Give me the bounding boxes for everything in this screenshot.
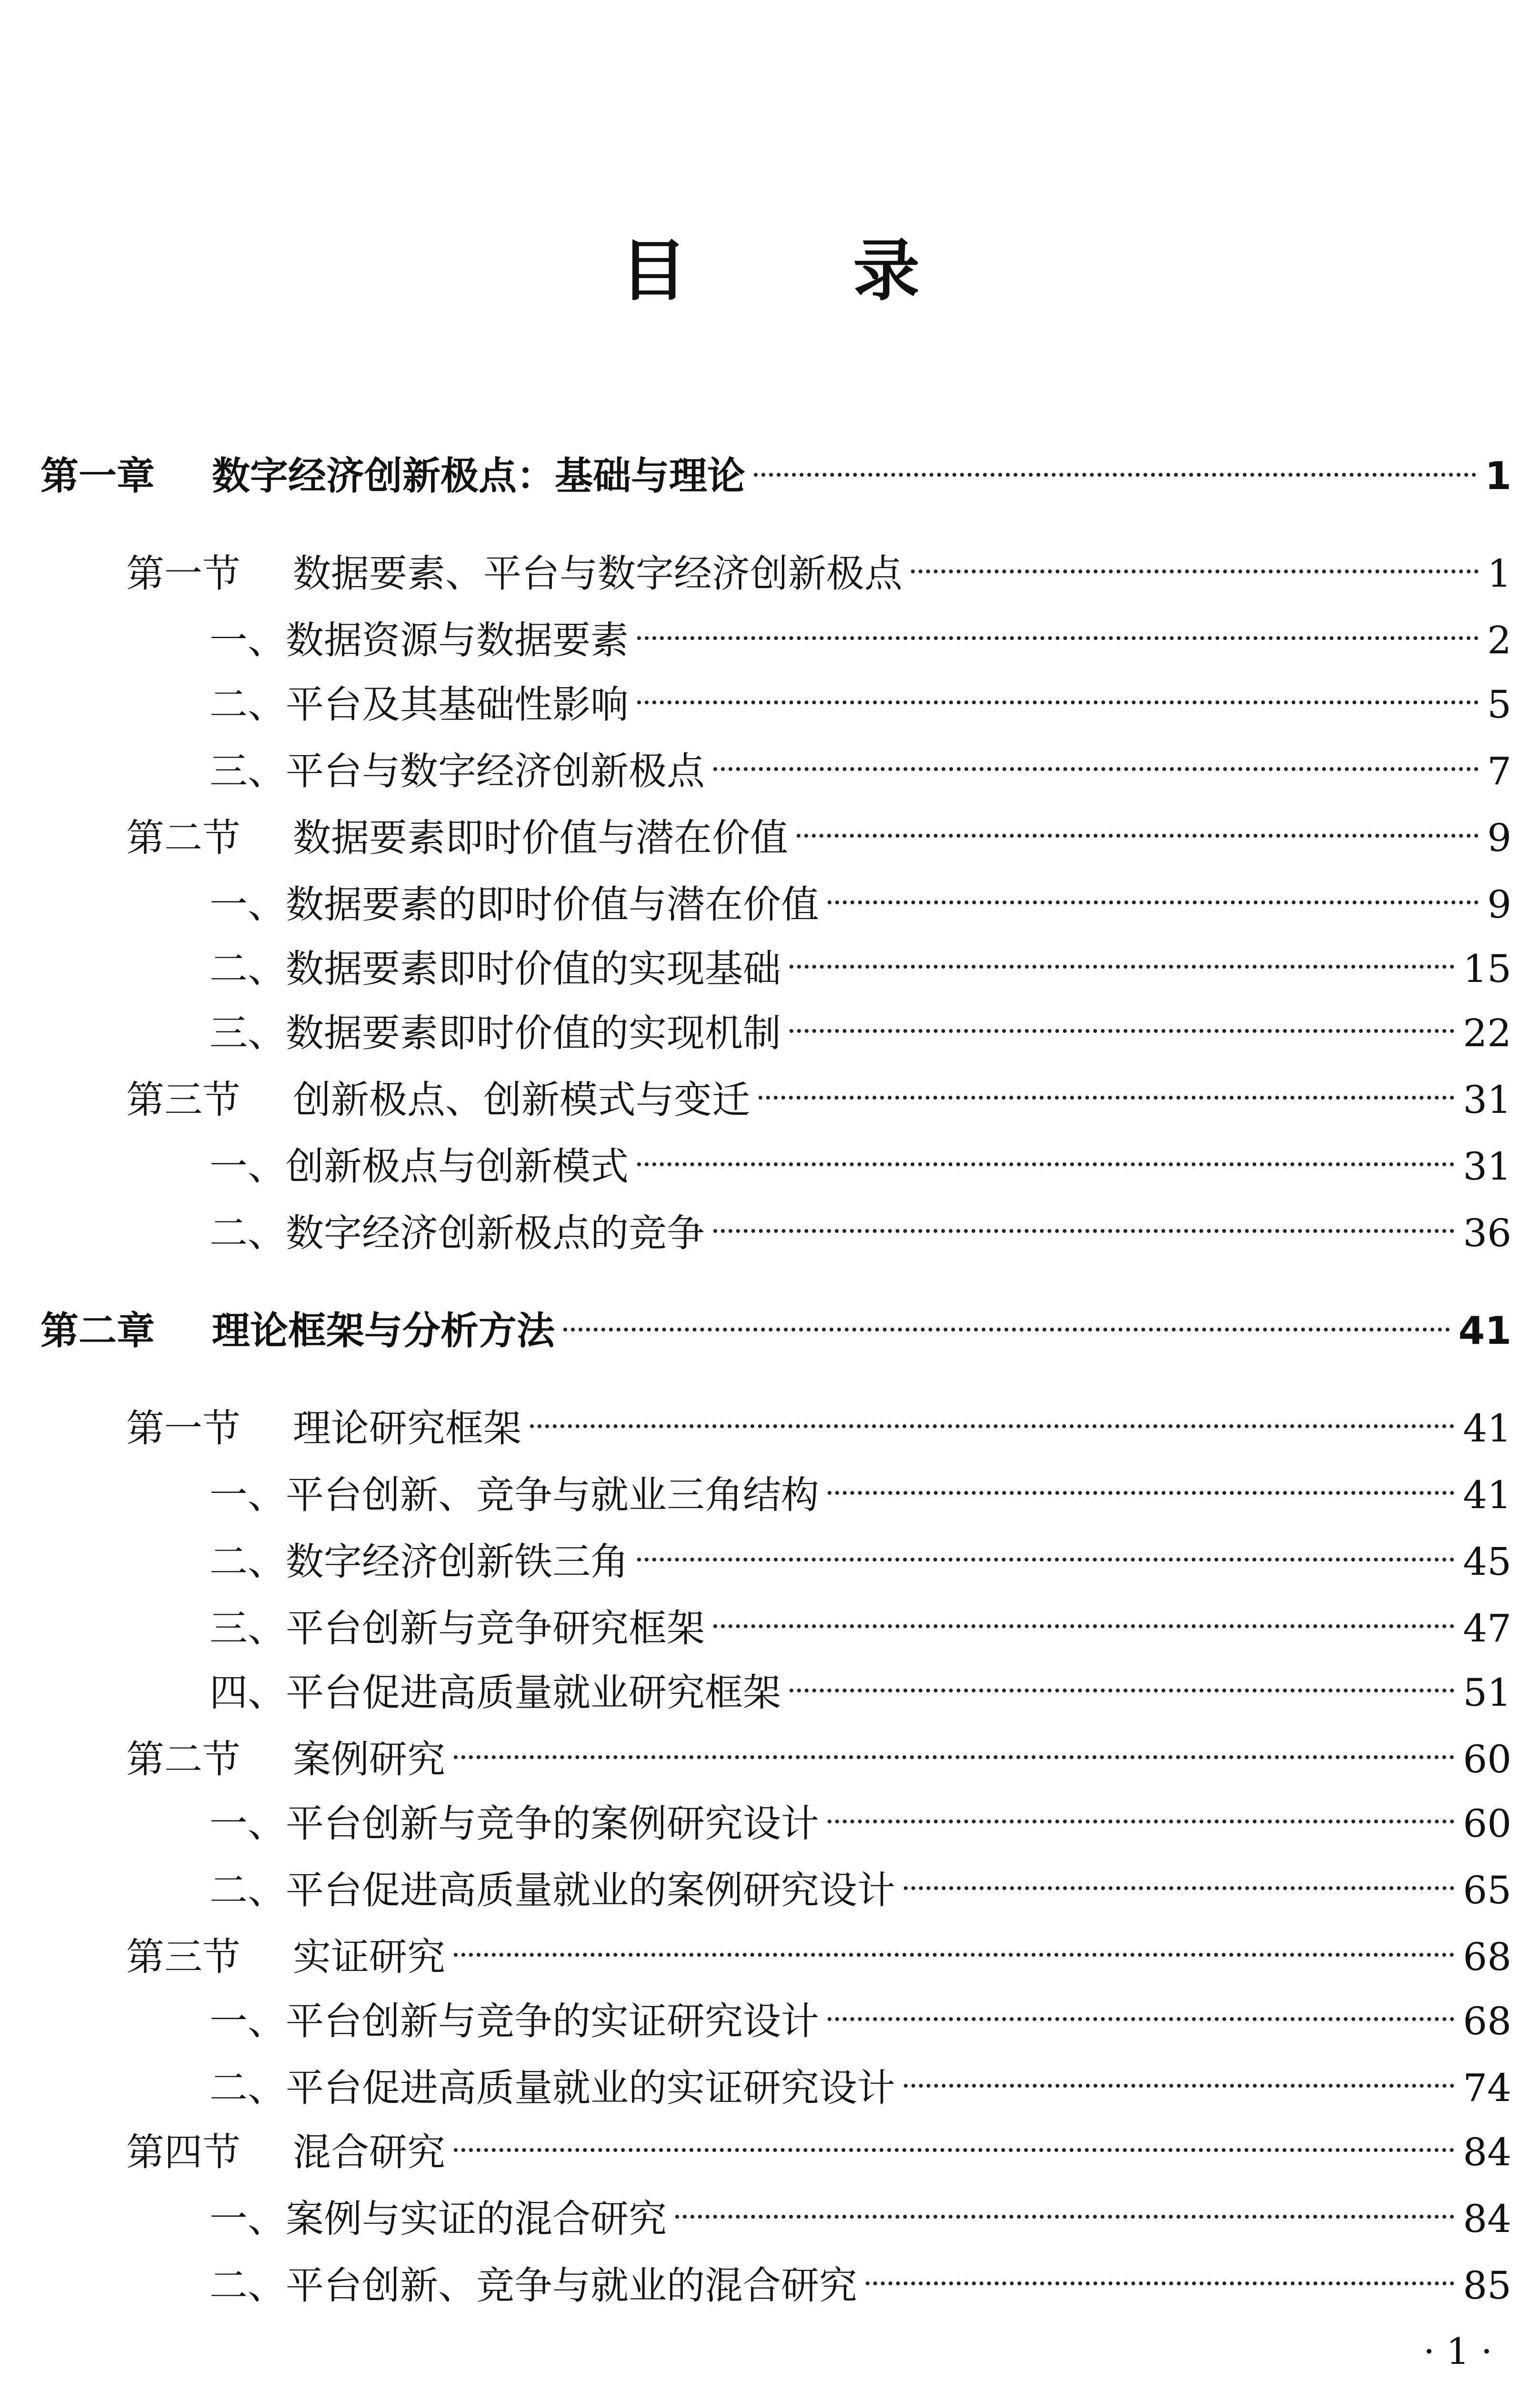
dot-leader — [675, 2215, 1454, 2219]
entry-number: 第四节 — [126, 2130, 240, 2174]
toc-subsection-entry[interactable] — [210, 679, 1511, 731]
entry-title: 理论研究框架 — [293, 1406, 521, 1451]
entry-title: 一、平台创新与竞争的实证研究设计 — [210, 1999, 819, 2043]
entry-title: 二、平台促进高质量就业的实证研究设计 — [210, 2066, 895, 2110]
toc-subsection-entry[interactable] — [210, 879, 1511, 931]
entry-number: 第三节 — [126, 1078, 240, 1122]
toc-subsection-entry[interactable] — [210, 1995, 1511, 2048]
dot-leader — [530, 1424, 1454, 1428]
toc-subsection-entry[interactable] — [210, 1667, 1511, 1719]
entry-page-number: 15 — [1463, 947, 1511, 991]
dot-leader — [713, 767, 1479, 771]
dot-leader — [790, 965, 1454, 969]
entry-title: 理论框架与分析方法 — [212, 1309, 555, 1353]
entry-page-number: 60 — [1463, 1801, 1511, 1846]
entry-title: 一、数据资源与数据要素 — [210, 618, 629, 662]
entry-page-number: 9 — [1487, 816, 1511, 860]
toc-section-entry[interactable] — [126, 1402, 1511, 1455]
dot-leader — [454, 1755, 1454, 1759]
dot-leader — [637, 1558, 1454, 1561]
entry-page-number: 41 — [1458, 1309, 1511, 1353]
entry-title: 一、创新极点与创新模式 — [210, 1144, 629, 1189]
toc-subsection-entry[interactable] — [210, 1207, 1511, 1260]
entry-title: 数据要素、平台与数字经济创新极点 — [293, 551, 902, 596]
entry-title: 二、数字经济创新极点的竞争 — [210, 1211, 705, 1255]
dot-leader — [828, 1491, 1454, 1495]
entry-page-number: 65 — [1463, 1868, 1511, 1912]
toc-subsection-entry[interactable] — [210, 1798, 1511, 1850]
entry-title: 四、平台促进高质量就业研究框架 — [210, 1671, 781, 1715]
toc-subsection-entry[interactable] — [210, 1140, 1511, 1193]
dot-leader — [754, 473, 1476, 477]
dot-leader — [911, 570, 1479, 573]
entry-title: 一、平台创新、竞争与就业三角结构 — [210, 1473, 819, 1517]
toc-subsection-entry[interactable] — [210, 1536, 1511, 1588]
entry-title: 三、平台与数字经济创新极点 — [210, 749, 705, 793]
dot-leader — [828, 2017, 1454, 2021]
toc-subsection-entry[interactable] — [210, 1602, 1511, 1655]
entry-page-number: 45 — [1463, 1540, 1511, 1584]
entry-page-number: 47 — [1463, 1606, 1511, 1651]
entry-page-number: 84 — [1463, 2130, 1511, 2174]
entry-title: 实证研究 — [293, 1935, 445, 1979]
dot-leader — [866, 2281, 1454, 2285]
toc-subsection-entry[interactable] — [210, 1007, 1511, 1060]
entry-page-number: 41 — [1463, 1406, 1511, 1451]
toc-subsection-entry[interactable] — [210, 1469, 1511, 1521]
entry-number: 第一节 — [126, 1406, 240, 1451]
entry-number: 第二节 — [126, 1737, 240, 1781]
entry-number: 第三节 — [126, 1935, 240, 1979]
toc-section-entry[interactable] — [126, 1074, 1511, 1126]
dot-leader — [563, 1328, 1450, 1331]
entry-page-number: 60 — [1463, 1737, 1511, 1781]
page-title: 目 录 — [620, 232, 991, 310]
dot-leader — [454, 1953, 1454, 1957]
entry-page-number: 31 — [1463, 1144, 1511, 1189]
entry-title: 创新极点、创新模式与变迁 — [293, 1078, 750, 1122]
entry-page-number: 1 — [1485, 454, 1511, 498]
dot-leader — [713, 1624, 1454, 1628]
entry-page-number: 7 — [1487, 749, 1511, 793]
dot-leader — [797, 834, 1479, 838]
dot-leader — [828, 1820, 1454, 1823]
entry-page-number: 74 — [1463, 2066, 1511, 2110]
page-number: · 1 · — [1423, 2330, 1492, 2372]
toc-subsection-entry[interactable] — [210, 2062, 1511, 2114]
entry-title: 二、数据要素即时价值的实现基础 — [210, 947, 781, 991]
toc-section-entry[interactable] — [126, 1931, 1511, 1983]
entry-title: 三、平台创新与竞争研究框架 — [210, 1606, 705, 1651]
entry-page-number: 36 — [1463, 1211, 1511, 1255]
entry-page-number: 84 — [1463, 2197, 1511, 2241]
toc-section-entry[interactable] — [126, 548, 1511, 600]
dot-leader — [790, 1029, 1454, 1033]
entry-title: 二、平台创新、竞争与就业的混合研究 — [210, 2263, 857, 2308]
entry-page-number: 68 — [1463, 1935, 1511, 1979]
entry-title: 案例研究 — [293, 1737, 445, 1781]
entry-page-number: 41 — [1463, 1473, 1511, 1517]
entry-page-number: 31 — [1463, 1078, 1511, 1122]
entry-title: 一、平台创新与竞争的案例研究设计 — [210, 1801, 819, 1846]
toc-section-entry[interactable] — [126, 812, 1511, 864]
toc-subsection-entry[interactable] — [210, 1864, 1511, 1917]
entry-page-number: 5 — [1487, 682, 1511, 727]
toc-section-entry[interactable] — [126, 1733, 1511, 1786]
entry-number: 第一节 — [126, 551, 240, 596]
dot-leader — [713, 1229, 1454, 1233]
dot-leader — [790, 1689, 1454, 1692]
entry-title: 混合研究 — [293, 2130, 445, 2174]
entry-page-number: 1 — [1487, 551, 1511, 596]
entry-title: 三、数据要素即时价值的实现机制 — [210, 1011, 781, 1055]
dot-leader — [759, 1096, 1454, 1100]
entry-page-number: 68 — [1463, 1999, 1511, 2043]
toc-subsection-entry[interactable] — [210, 943, 1511, 995]
entry-page-number: 51 — [1463, 1671, 1511, 1715]
toc-chapter-entry[interactable] — [40, 1305, 1511, 1357]
dot-leader — [637, 700, 1479, 704]
entry-page-number: 9 — [1487, 882, 1511, 927]
toc-subsection-entry[interactable] — [210, 745, 1511, 798]
entry-title: 二、数字经济创新铁三角 — [210, 1540, 629, 1584]
dot-leader — [454, 2148, 1454, 2152]
entry-page-number: 85 — [1463, 2263, 1511, 2308]
toc-subsection-entry[interactable] — [210, 2260, 1511, 2312]
dot-leader — [904, 2084, 1454, 2088]
entry-number: 第一章 — [40, 454, 155, 498]
entry-number: 第二节 — [126, 816, 240, 860]
entry-title: 数字经济创新极点：基础与理论 — [212, 454, 745, 498]
entry-number: 第二章 — [40, 1309, 155, 1353]
entry-page-number: 22 — [1463, 1011, 1511, 1055]
dot-leader — [637, 636, 1479, 640]
toc-subsection-entry[interactable] — [210, 2193, 1511, 2245]
dot-leader — [637, 1162, 1454, 1166]
entry-title: 数据要素即时价值与潜在价值 — [293, 816, 788, 860]
toc-section-entry[interactable] — [126, 2126, 1511, 2179]
dot-leader — [904, 1886, 1454, 1890]
entry-title: 二、平台及其基础性影响 — [210, 682, 629, 727]
toc-chapter-entry[interactable] — [40, 450, 1511, 502]
dot-leader — [828, 900, 1479, 904]
entry-title: 二、平台促进高质量就业的案例研究设计 — [210, 1868, 895, 1912]
entry-page-number: 2 — [1487, 618, 1511, 662]
entry-title: 一、案例与实证的混合研究 — [210, 2197, 667, 2241]
toc-subsection-entry[interactable] — [210, 614, 1511, 667]
entry-title: 一、数据要素的即时价值与潜在价值 — [210, 882, 819, 927]
